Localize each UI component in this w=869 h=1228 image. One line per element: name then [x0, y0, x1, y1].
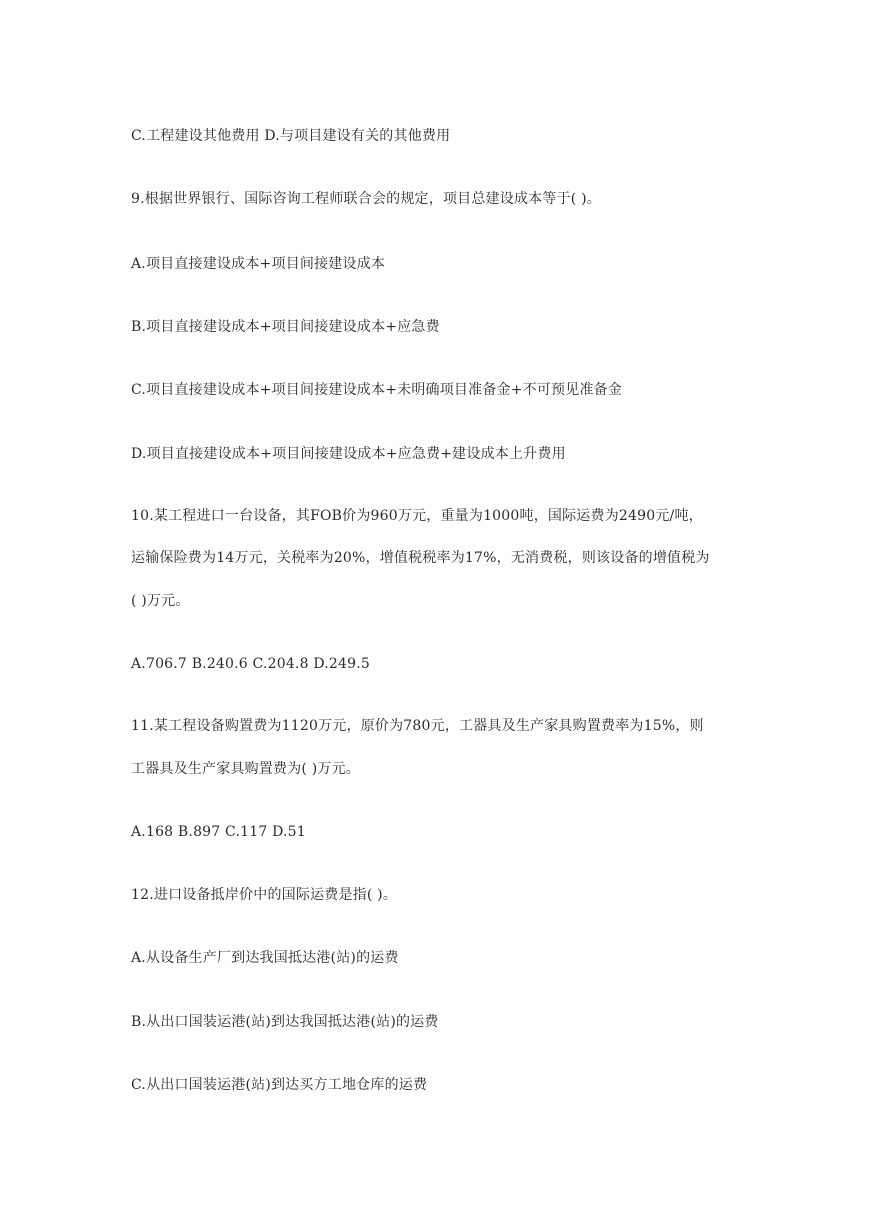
text-line-options-q10: A.706.7 B.240.6 C.204.8 D.249.5 [131, 656, 371, 672]
text-line-option-a-q12: A.从设备生产厂到达我国抵达港(站)的运费 [131, 950, 399, 966]
text-line-question-10-part3: ( )万元。 [131, 593, 190, 609]
text-line-question-11-part1: 11.某工程设备购置费为1120万元，原价为780元，工器具及生产家具购置费率为15%，则 [131, 718, 704, 734]
text-line-option-c-q12: C.从出口国装运港(站)到达买方工地仓库的运费 [131, 1077, 428, 1093]
text-line-question-10-part1: 10.某工程进口一台设备，其FOB价为960万元，重量为1000吨，国际运费为2490元/吨， [131, 508, 703, 524]
text-line-question-12: 12.进口设备抵岸价中的国际运费是指( )。 [131, 887, 398, 903]
text-line-question-10-part2: 运输保险费为14万元，关税率为20%，增值税税率为17%，无消费税，则该设备的增值税为 [131, 550, 710, 566]
text-line-question-11-part2: 工器具及生产家具购置费为( )万元。 [131, 761, 360, 777]
text-line-option-c-q9: C.项目直接建设成本+项目间接建设成本+未明确项目准备金+不可预见准备金 [131, 382, 623, 398]
text-line-option-c-q8: C.工程建设其他费用 D.与项目建设有关的其他费用 [131, 128, 451, 144]
text-line-option-b-q12: B.从出口国装运港(站)到达我国抵达港(站)的运费 [131, 1014, 439, 1030]
text-line-question-9: 9.根据世界银行、国际咨询工程师联合会的规定，项目总建设成本等于( )。 [131, 191, 601, 207]
text-line-option-d-q9: D.项目直接建设成本+项目间接建设成本+应急费+建设成本上升费用 [131, 446, 566, 462]
text-line-option-a-q9: A.项目直接建设成本+项目间接建设成本 [131, 256, 386, 272]
text-line-options-q11: A.168 B.897 C.117 D.51 [131, 824, 306, 840]
text-line-option-b-q9: B.项目直接建设成本+项目间接建设成本+应急费 [131, 319, 440, 335]
